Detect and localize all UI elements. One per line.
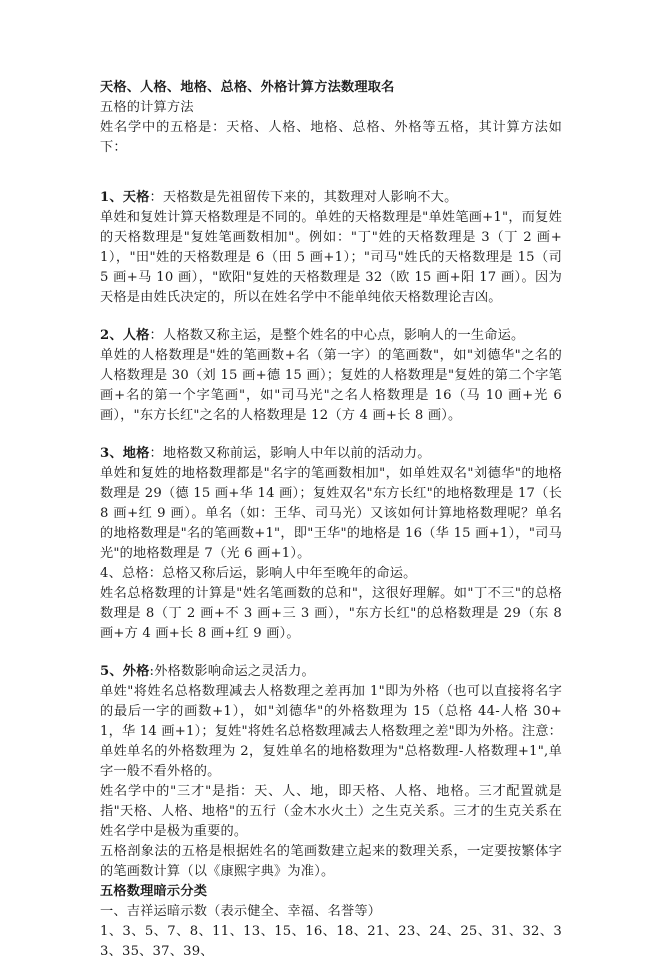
zong-heading: 4、总格：总格又称后运，影响人中年至晚年的命运。 xyxy=(100,566,417,581)
intro-paragraph: 姓名学中的五格是：天格、人格、地格、总格、外格等五格，其计算方法如下： xyxy=(100,120,562,155)
sancai-paragraph: 姓名学中的"三才"是指：天、人、地，即天格、人格、地格。三才配置就是指"天格、人格、地格"的五行（金木水火土）之生克关系。三才的生克关系在姓名学中是极为重要的。 xyxy=(100,784,562,839)
tian-head: 1、天格 xyxy=(100,190,150,205)
wai-heading xyxy=(100,662,562,682)
ren-head: 2、人格 xyxy=(100,328,150,343)
spacer xyxy=(100,158,562,188)
spacer xyxy=(100,426,562,444)
wai-body: 单姓"将姓名总格数理减去人格数理之差再加 1"即为外格（也可以直接将名字的最后一字的画数+1），如"刘德华"的外格数理为 15（总格 44-人格 30+1，华 14 画+1）；复姓"将姓名总格数理减去人格数理之差"即为外格。注意：单姓单名的外格数理为 2，复姓单名的地格数理为"总格数理-人格数理+1",单字一般不看外格的。 xyxy=(100,684,562,779)
zong-body: 姓名总格数理的计算是"姓名笔画数的总和"，这很好理解。如"丁不三"的总格数理是 8（丁 2 画+不 3 画+三 3 画），"东方长红"的总格数理是 29（东 8 画+方 4 画+长 8 画+红 9 画）。 xyxy=(100,586,562,641)
tian-body: 单姓和复姓计算天格数理是不同的。单姓的天格数理是"单姓笔画+1"，而复姓的天格数理是"复姓笔画数相加"。例如："丁"姓的天格数理是 3（丁 2 画+1），"田"姓的天格数理是 6（田 5 画+1）；"司马"姓氏的天格数理是 15（司 5 画+马 10 画），"欧阳"复姓的天格数理是 32（欧 15 画+阳 17 画）。因为天格是由姓氏决定的，所以在姓名学中不能单纯依天格数理论吉凶。 xyxy=(100,210,562,305)
wai-head: 5、外格 xyxy=(100,664,150,679)
document-page xyxy=(100,78,562,962)
jixiang-title: 一、吉祥运暗示数（表示健全、幸福、名誉等） xyxy=(100,904,382,919)
document-title: 天格、人格、地格、总格、外格计算方法数理取名 xyxy=(100,80,395,95)
ren-lead: ：人格数又称主运，是整个姓名的中心点，影响人的一生命运。 xyxy=(149,328,525,343)
wai-lead: :外格数影响命运之灵活力。 xyxy=(149,664,315,679)
ren-body: 单姓的人格数理是"姓的笔画数+名（第一字）的笔画数"，如"刘德华"之名的人格数理是 30（刘 15 画+德 15 画）；复姓的人格数理是"复姓的第二个字笔画+名的第一个字笔画"，如"司马光"之名人格数理是 16（马 10 画+光 6 画），"东方长红"之名的人格数理是 12（方 4 画+长 8 画）。 xyxy=(100,348,562,423)
ren-heading xyxy=(100,326,562,346)
spacer xyxy=(100,644,562,662)
di-lead: ：地格数又称前运，影响人中年以前的活动力。 xyxy=(149,446,431,461)
jixiang-numbers: 1、3、5、7、8、11、13、15、16、18、21、23、24、25、31、32、33、35、37、39、 xyxy=(100,924,562,959)
spacer xyxy=(100,308,562,326)
poufen-paragraph: 五格剖象法的五格是根据姓名的笔画数建立起来的数理关系，一定要按繁体字的笔画数计算（以《康熙字典》为准）。 xyxy=(100,844,562,879)
di-body: 单姓和复姓的地格数理都是"名字的笔画数相加"，如单姓双名"刘德华"的地格数理是 29（德 15 画+华 14 画）；复姓双名"东方长红"的地格数理是 17（长 8 画+红 9 画）。单名（如：王华、司马光）又该如何计算地格数理呢？单名的地格数理是"名的笔画数+1"，即"王华"的地格是 16（华 15 画+1），"司马光"的地格数理是 7（光 6 画+1）。 xyxy=(100,466,562,561)
anshi-section-title: 五格数理暗示分类 xyxy=(100,884,208,899)
di-head: 3、地格 xyxy=(100,446,150,461)
tian-lead: ：天格数是先祖留传下来的，其数理对人影响不大。 xyxy=(149,190,458,205)
tian-heading xyxy=(100,188,562,208)
document-subtitle: 五格的计算方法 xyxy=(100,100,194,115)
di-heading xyxy=(100,444,562,464)
